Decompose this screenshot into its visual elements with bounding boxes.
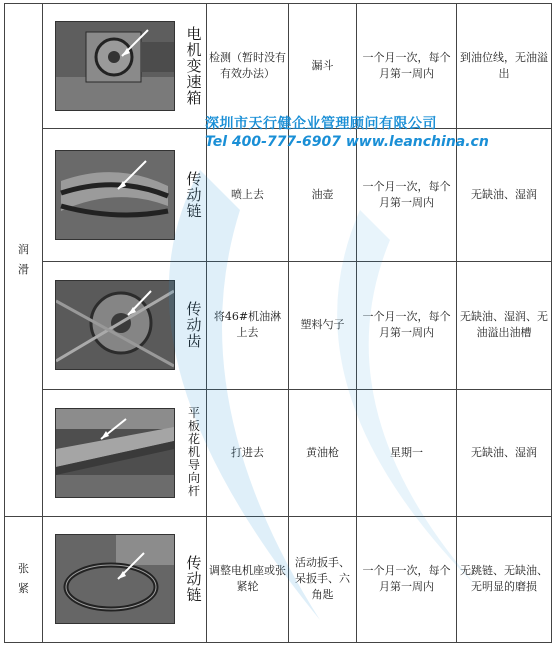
table-row — [5, 4, 552, 129]
standard-cell: 无缺油、湿润、无油溢出油槽 — [457, 262, 552, 389]
chain-photo — [55, 150, 175, 240]
watermark-contact: Tel 400-777-6907 www.leanchina.cn — [205, 134, 489, 150]
table-row — [5, 129, 552, 262]
standard-cell: 到油位线，无油溢出 — [457, 4, 552, 129]
chain-photo — [55, 534, 175, 624]
cycle-cell: 一个月一次，每个月第一周内 — [357, 129, 457, 262]
photo-cell — [43, 4, 207, 129]
part-name: 平板花机导向杆 — [187, 406, 200, 499]
standard-cell: 无缺油、湿润 — [457, 389, 552, 516]
category-label: 润滑 — [18, 242, 29, 276]
watermark-company: 深圳市天行健企业管理顾问有限公司 — [205, 116, 437, 132]
photo-cell — [43, 262, 207, 389]
photo-cell — [43, 516, 207, 642]
cycle-cell: 一个月一次，每个月第一周内 — [357, 4, 457, 129]
photo-cell — [43, 389, 207, 516]
table-row — [5, 389, 552, 516]
table-row — [5, 262, 552, 389]
tool-cell: 塑料勺子 — [289, 262, 357, 389]
cycle-cell: 星期一 — [357, 389, 457, 516]
cycle-cell: 一个月一次，每个月第一周内 — [357, 262, 457, 389]
photo-cell — [43, 129, 207, 262]
table-row — [5, 516, 552, 642]
tool-cell: 漏斗 — [289, 4, 357, 129]
tool-cell: 活动扳手、呆扳手、六角匙 — [289, 516, 357, 642]
maintenance-table — [4, 3, 552, 643]
part-name: 传动链 — [186, 170, 202, 221]
part-name: 传动齿 — [186, 300, 202, 351]
gear-photo — [55, 280, 175, 370]
gearbox-photo — [55, 21, 175, 111]
category-tensioning — [5, 516, 43, 642]
part-name: 传动链 — [186, 554, 202, 605]
method-cell: 喷上去 — [207, 129, 289, 262]
standard-cell: 无缺油、湿润 — [457, 129, 552, 262]
cycle-cell: 一个月一次，每个月第一周内 — [357, 516, 457, 642]
method-cell: 将46#机油淋上去 — [207, 262, 289, 389]
part-name: 电机变速箱 — [186, 25, 202, 108]
method-cell: 调整电机座或张紧轮 — [207, 516, 289, 642]
category-lubrication — [5, 4, 43, 517]
category-label: 张紧 — [18, 562, 29, 596]
standard-cell: 无跳链、无缺油、无明显的磨损 — [457, 516, 552, 642]
method-cell: 检测（暂时没有有效办法） — [207, 4, 289, 129]
tool-cell: 黄油枪 — [289, 389, 357, 516]
tool-cell: 油壶 — [289, 129, 357, 262]
guide-rod-photo — [55, 408, 175, 498]
method-cell: 打进去 — [207, 389, 289, 516]
